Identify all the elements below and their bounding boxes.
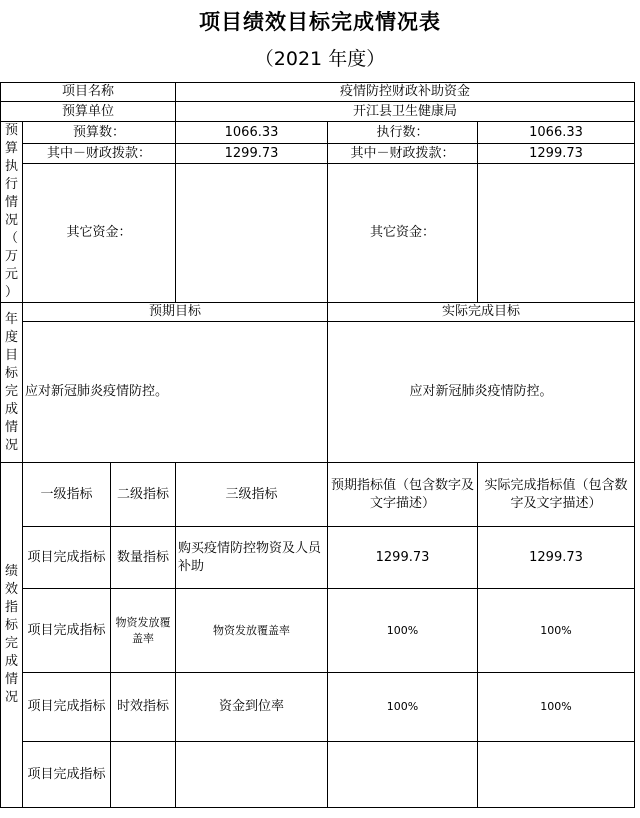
row4-level1: 项目完成指标 (23, 742, 111, 808)
fiscal-label-right: 其中－财政拨款： (328, 144, 478, 164)
performance-table (0, 82, 635, 808)
goal-header-row (1, 303, 635, 322)
fiscal-value-right: 1299.73 (478, 144, 635, 164)
row3-level3: 资金到位率 (176, 673, 328, 742)
other-funds-right-value (478, 164, 635, 303)
other-funds-left-value (176, 164, 328, 303)
annual-goal-section-text: 年 度 目 标 完 成 情 况 (4, 311, 18, 453)
fiscal-label-left: 其中－财政拨款： (23, 144, 176, 164)
row2-level2: 物资发放覆盖率 (111, 589, 176, 673)
project-name-value: 疫情防控财政补助资金 (176, 83, 635, 102)
fiscal-value-left: 1299.73 (176, 144, 328, 164)
other-funds-row (1, 164, 635, 303)
header-level2: 二级指标 (111, 463, 176, 527)
table-row (1, 742, 635, 808)
page-title: 项目绩效目标完成情况表 (199, 10, 441, 34)
indicator-section-text: 绩 效 指 标 完 成 情 况 (4, 564, 18, 705)
budget-amount-row (1, 122, 635, 144)
row2-level3: 物资发放覆盖率 (176, 589, 328, 673)
row3-level1: 项目完成指标 (23, 673, 111, 742)
header-actual: 实际完成指标值（包含数字及文字描述） (478, 463, 635, 527)
row3-expected: 100% (328, 673, 478, 742)
exec-amount-value: 1066.33 (478, 122, 635, 144)
fiscal-row (1, 144, 635, 164)
indicator-section-label (1, 463, 23, 808)
goal-content-row (1, 322, 635, 463)
other-funds-left: 其它资金： (23, 164, 176, 303)
actual-goal-header: 实际完成目标 (328, 303, 635, 322)
row4-level2 (111, 742, 176, 808)
exec-amount-label: 执行数： (328, 122, 478, 144)
row4-actual (478, 742, 635, 808)
budget-unit-row (1, 102, 635, 122)
table-row (1, 673, 635, 742)
row3-level2: 时效指标 (111, 673, 176, 742)
header-expected: 预期指标值（包含数字及文字描述） (328, 463, 478, 527)
row2-actual: 100% (478, 589, 635, 673)
row3-actual: 100% (478, 673, 635, 742)
project-name-row (1, 83, 635, 102)
row4-expected (328, 742, 478, 808)
row2-level1: 项目完成指标 (23, 589, 111, 673)
budget-amount-label: 预算数： (23, 122, 176, 144)
table-row (1, 527, 635, 589)
row1-expected: 1299.73 (328, 527, 478, 589)
expected-goal-header: 预期目标 (23, 303, 328, 322)
indicator-header-row (1, 463, 635, 527)
budget-execution-section-text: 预 算 执 行 情 况 （ 万 元 ） (4, 123, 18, 300)
header-level1: 一级指标 (23, 463, 111, 527)
other-funds-right: 其它资金： (328, 164, 478, 303)
row4-level3 (176, 742, 328, 808)
annual-goal-section-label (1, 303, 23, 463)
table-row (1, 589, 635, 673)
budget-unit-label: 预算单位 (1, 102, 176, 122)
row1-level1: 项目完成指标 (23, 527, 111, 589)
row1-level3: 购买疫情防控物资及人员补助 (176, 527, 328, 589)
budget-execution-section-label (1, 122, 23, 303)
project-name-label: 项目名称 (1, 83, 176, 102)
budget-unit-value: 开江县卫生健康局 (176, 102, 635, 122)
budget-amount-value: 1066.33 (176, 122, 328, 144)
row1-actual: 1299.73 (478, 527, 635, 589)
page-subtitle: （2021 年度） (254, 48, 386, 70)
row2-expected: 100% (328, 589, 478, 673)
expected-goal-text: 应对新冠肺炎疫情防控。 (23, 322, 328, 463)
row1-level2: 数量指标 (111, 527, 176, 589)
actual-goal-text: 应对新冠肺炎疫情防控。 (328, 322, 635, 463)
header-level3: 三级指标 (176, 463, 328, 527)
